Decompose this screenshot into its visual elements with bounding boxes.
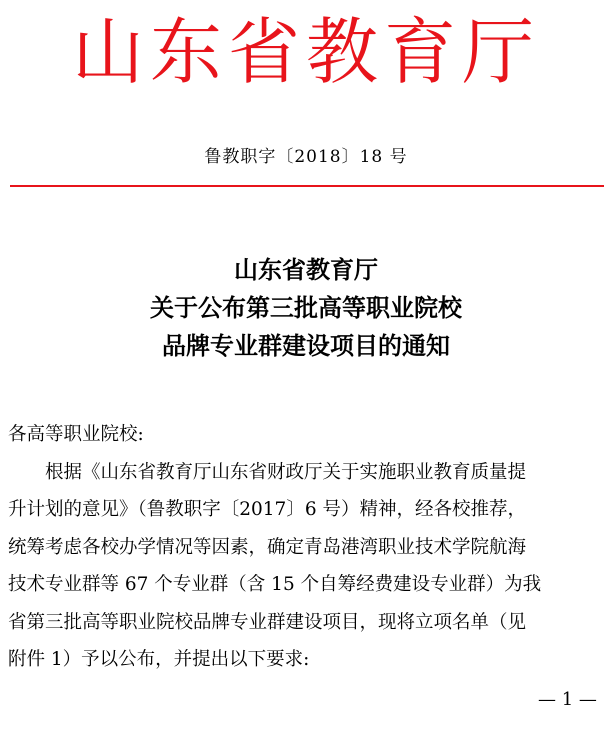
- paragraph-line: 附件 1）予以公布，并提出以下要求:: [8, 649, 310, 670]
- title-line-1: 山东省教育厅: [234, 256, 378, 284]
- paragraph-line: 省第三批高等职业院校品牌专业群建设项目，现将立项名单（见: [8, 611, 527, 633]
- notice-body: [8, 416, 600, 679]
- page-number: — 1 —: [538, 689, 597, 710]
- paragraph-line: 统筹考虑各校办学情况等因素，确定青岛港湾职业技术学院航海: [8, 536, 527, 558]
- title-line-2: 关于公布第三批高等职业院校: [150, 294, 462, 322]
- title-line-3: 品牌专业群建设项目的通知: [162, 332, 450, 360]
- salutation: 各高等职业院校:: [8, 424, 144, 445]
- notice-title: [0, 251, 612, 365]
- document-number: 鲁教职字〔2018〕18 号: [204, 147, 408, 167]
- paragraph-line: 根据《山东省教育厅山东省财政厅关于实施职业教育质量提: [8, 461, 527, 483]
- agency-masthead: 山东省教育厅: [71, 10, 540, 94]
- red-divider-line: [10, 185, 604, 187]
- paragraph-line: 技术专业群等 67 个专业群（含 15 个自筹经费建设专业群）为我: [8, 574, 542, 595]
- paragraph-line: 升计划的意见》（鲁教职字〔2017〕6 号）精神，经各校推荐，: [8, 499, 526, 520]
